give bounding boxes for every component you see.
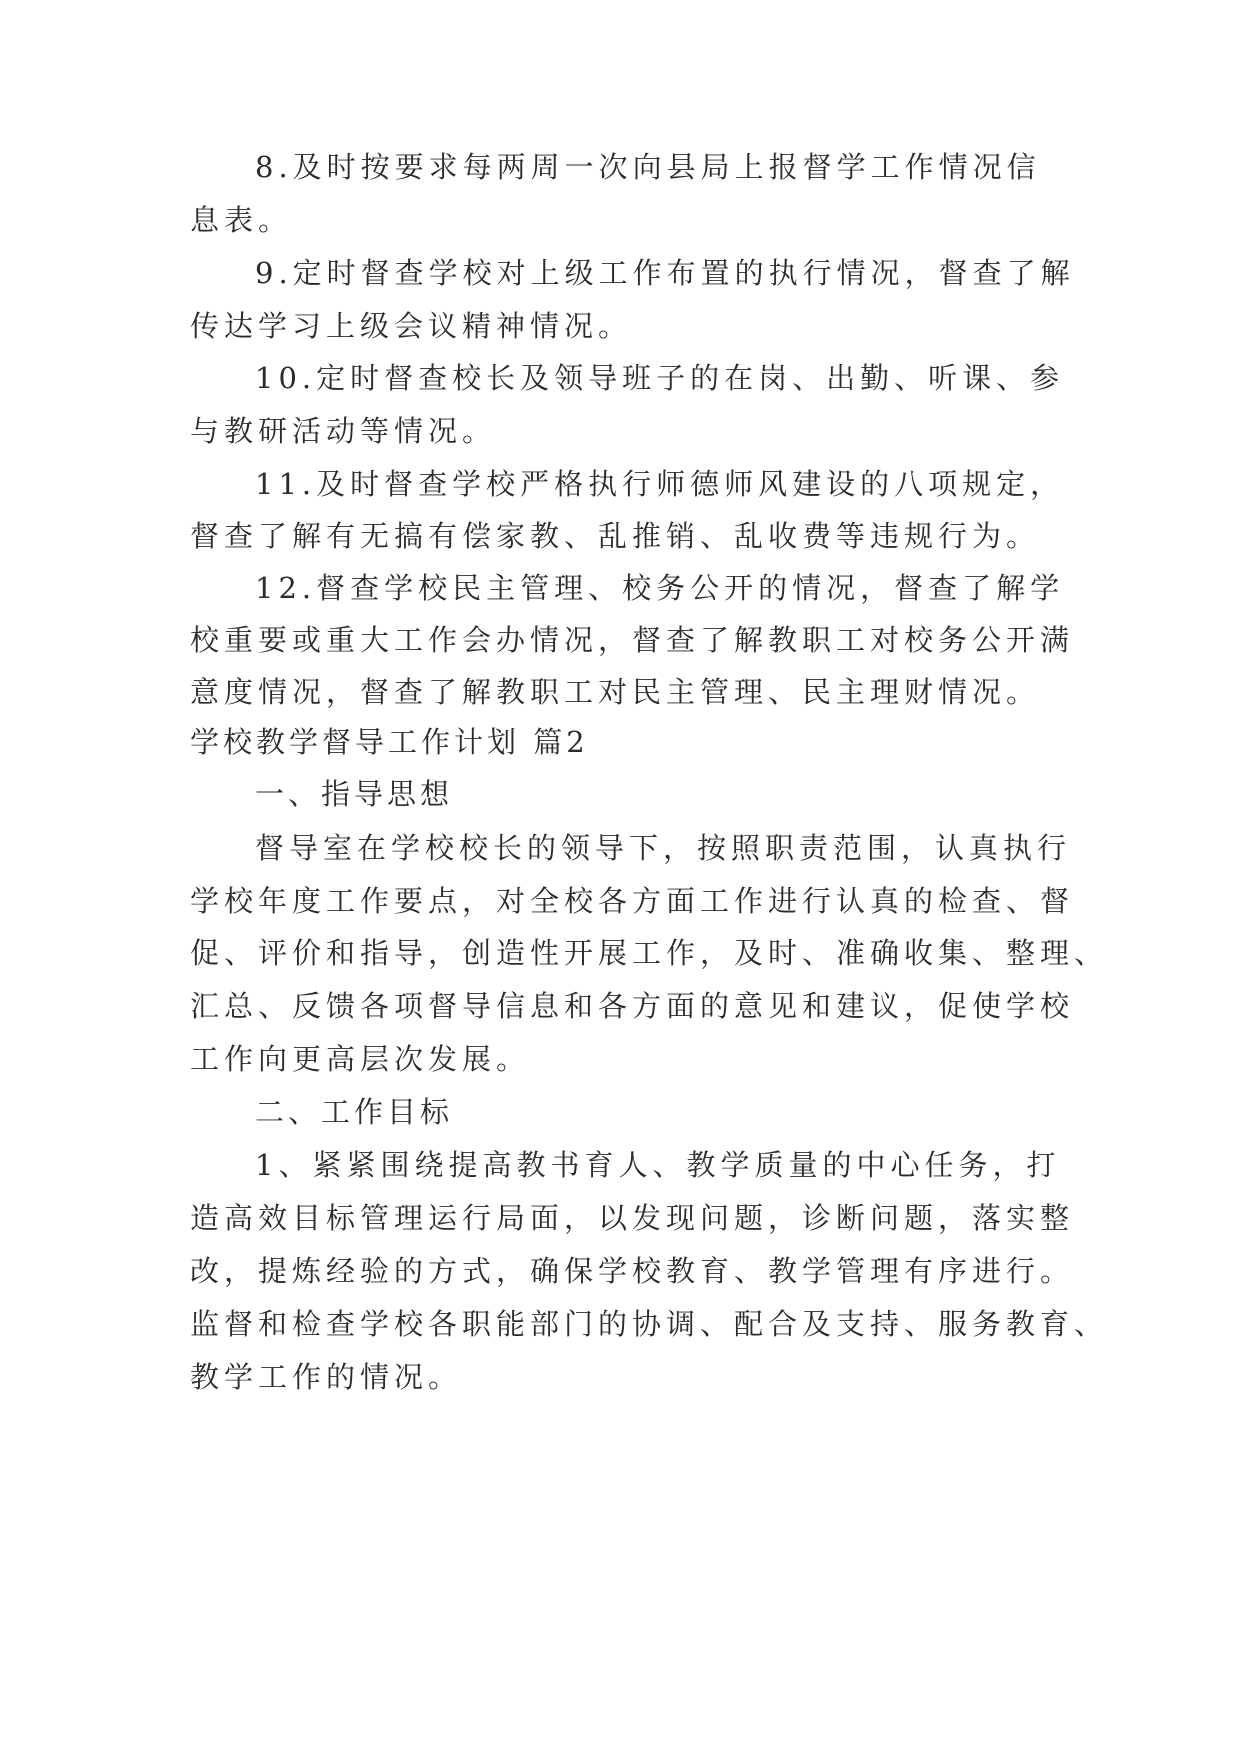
- guiding-line-5: 工作向更高层次发展。: [190, 1042, 531, 1076]
- item-12-line-1: 12.督查学校民主管理、校务公开的情况，督查了解学: [255, 571, 1065, 605]
- goal-1-line-3: 改，提炼经验的方式，确保学校教育、教学管理有序进行。: [190, 1254, 1075, 1288]
- item-9-line-1: 9.定时督查学校对上级工作布置的执行情况，督查了解: [255, 256, 1075, 290]
- guiding-line-3: 促、评价和指导，创造性开展工作，及时、准确收集、整理、: [190, 936, 1109, 970]
- goal-1-line-5: 教学工作的情况。: [190, 1360, 463, 1394]
- item-8-line-1: 8.及时按要求每两周一次向县局上报督学工作情况信: [255, 150, 1041, 184]
- goal-1-line-2: 造高效目标管理运行局面，以发现问题，诊断问题，落实整: [190, 1201, 1075, 1235]
- guiding-line-1: 督导室在学校校长的领导下，按照职责范围，认真执行: [255, 831, 1072, 865]
- item-10-line-2: 与教研活动等情况。: [190, 414, 497, 448]
- heading-guiding-thought: 一、指导思想: [255, 777, 454, 811]
- guiding-line-2: 学校年度工作要点，对全校各方面工作进行认真的检查、督: [190, 884, 1075, 918]
- heading-work-goal: 二、工作目标: [255, 1095, 454, 1129]
- section-title: 学校教学督导工作计划 篇2: [190, 725, 589, 759]
- item-12-line-3: 意度情况，督查了解教职工对民主管理、民主理财情况。: [190, 675, 1041, 709]
- item-11-line-1: 11.及时督查学校严格执行师德师风建设的八项规定，: [255, 467, 1065, 501]
- item-12-line-2: 校重要或重大工作会办情况，督查了解教职工对校务公开满: [190, 623, 1075, 657]
- guiding-line-4: 汇总、反馈各项督导信息和各方面的意见和建议，促使学校: [190, 989, 1075, 1023]
- item-8-line-2: 息表。: [190, 203, 293, 237]
- item-11-line-2: 督查了解有无搞有偿家教、乱推销、乱收费等违规行为。: [190, 519, 1041, 553]
- goal-1-line-4: 监督和检查学校各职能部门的协调、配合及支持、服务教育、: [190, 1307, 1109, 1341]
- item-9-line-2: 传达学习上级会议精神情况。: [190, 309, 633, 343]
- item-10-line-1: 10.定时督查校长及领导班子的在岗、出勤、听课、参: [255, 361, 1065, 395]
- goal-1-line-1: 1、紧紧围绕提高教书育人、教学质量的中心任务，打: [255, 1148, 1061, 1182]
